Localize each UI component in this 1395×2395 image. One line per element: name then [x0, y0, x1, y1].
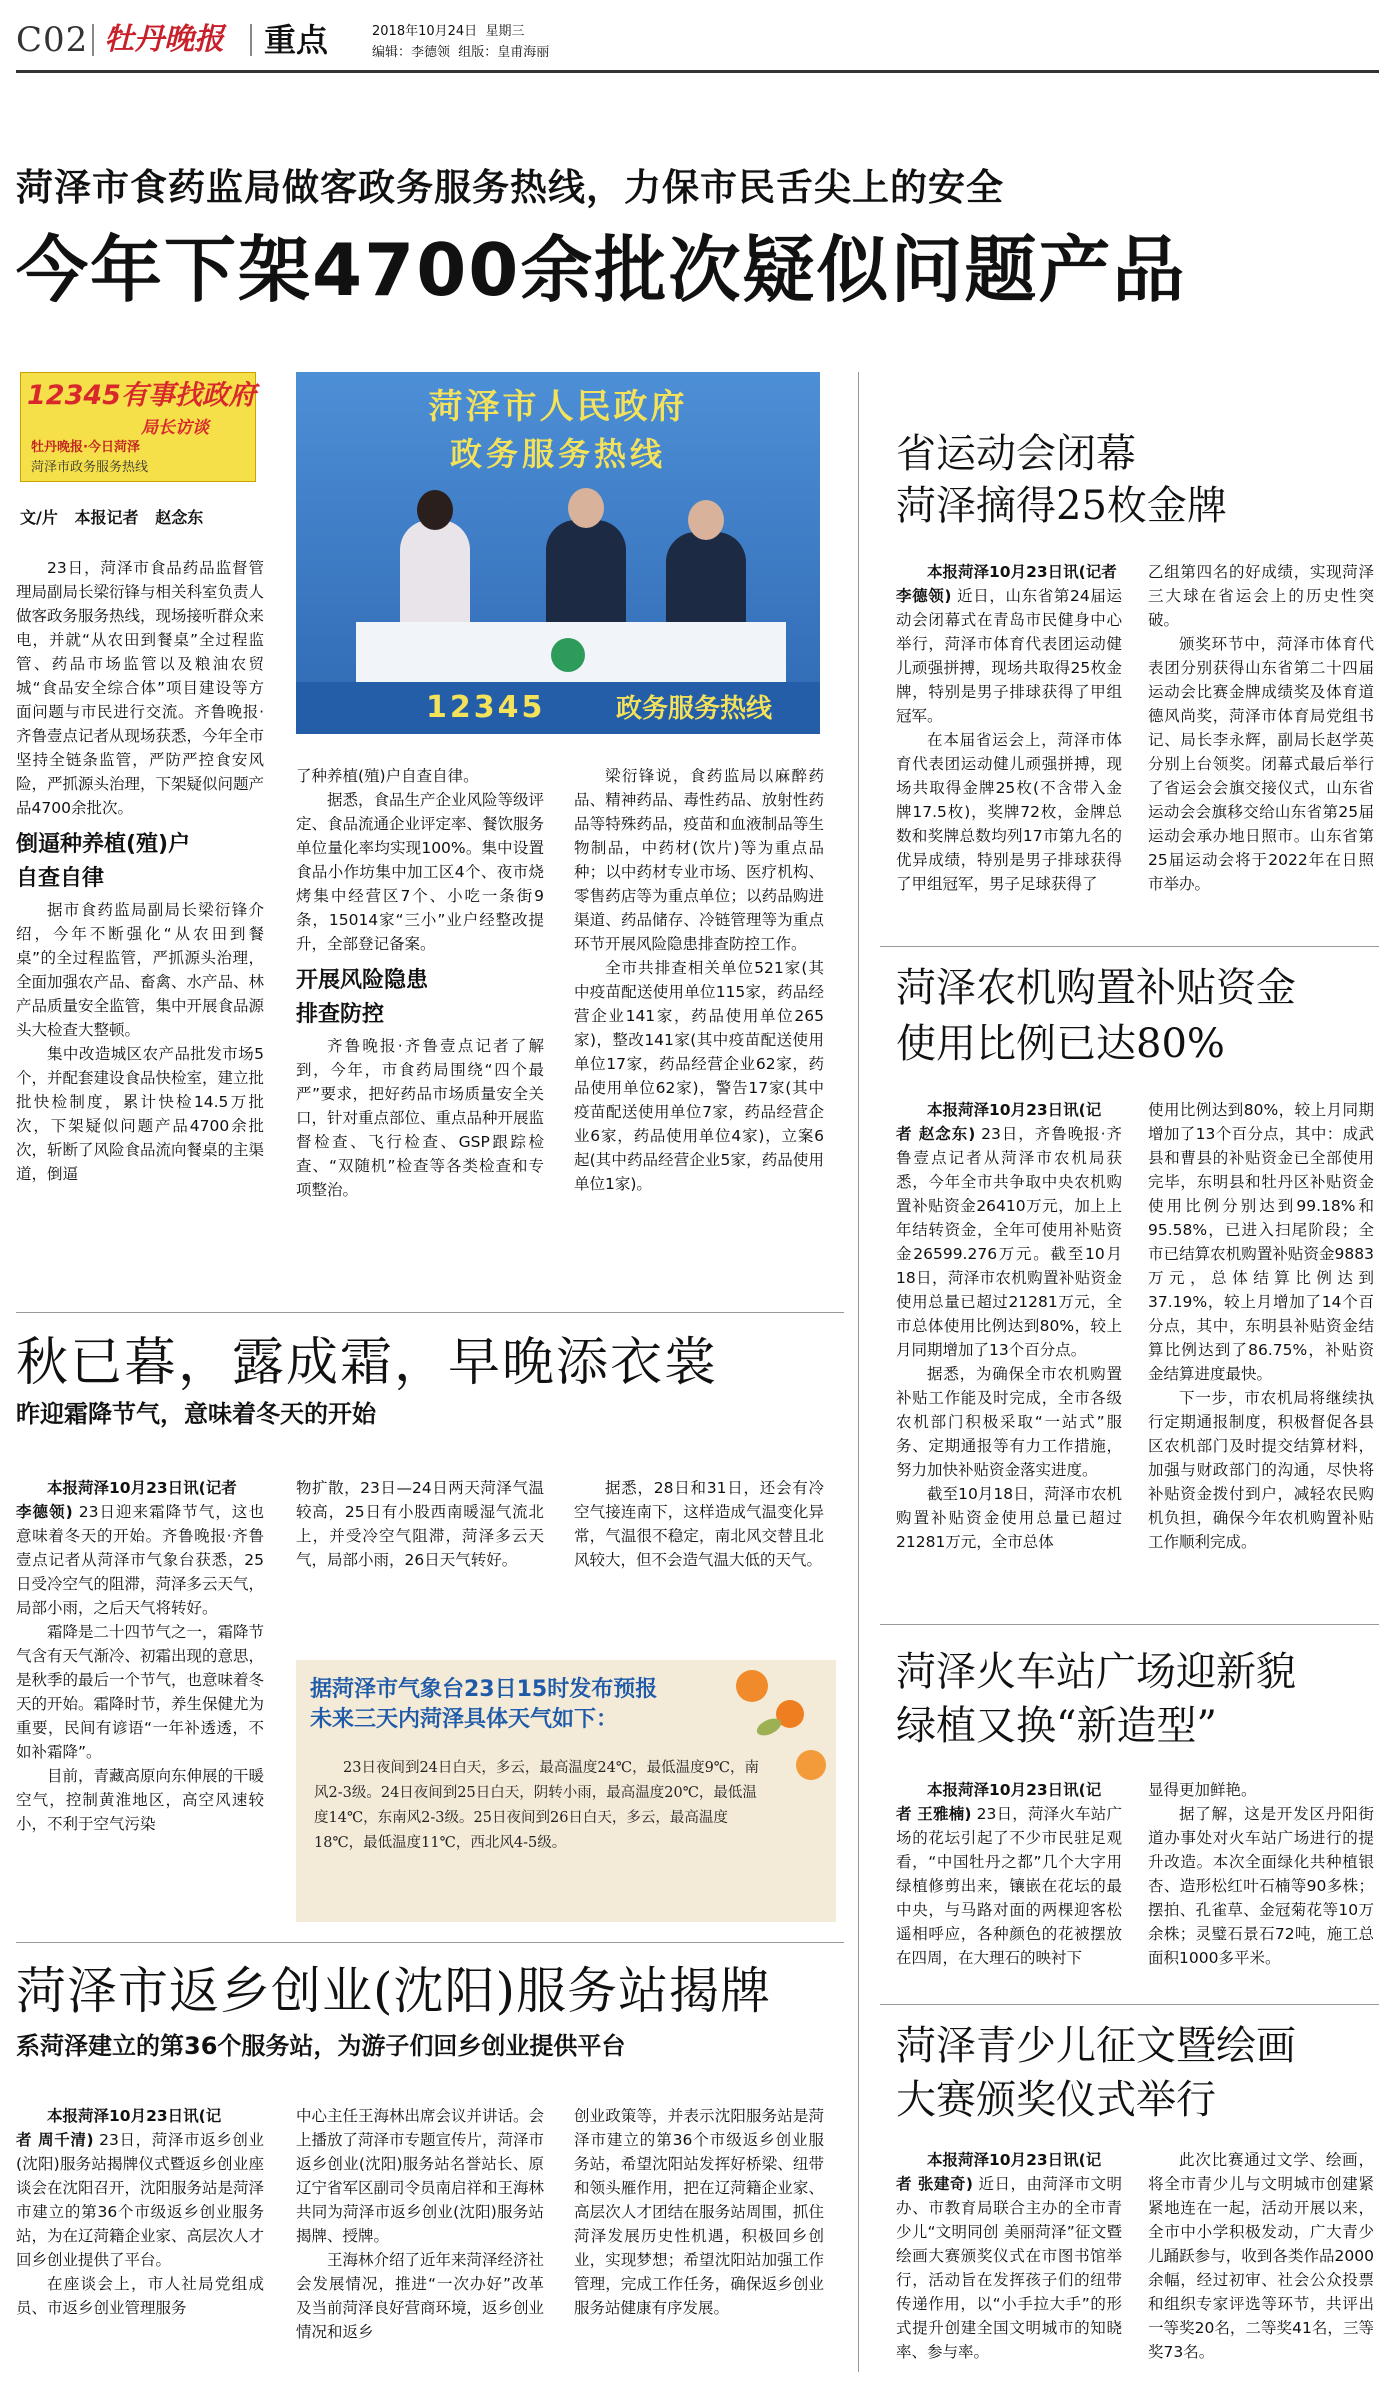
forecast-box [296, 1660, 836, 1922]
lead-subhead-2a: 开展风险隐患 [296, 968, 429, 993]
host-head [417, 490, 453, 530]
agri-col-2 [1148, 1098, 1374, 1554]
weather-col1-p1-wrap [16, 1500, 264, 1620]
lead-subhead-2b: 排查防控 [296, 1002, 385, 1027]
train-col-2 [1148, 1778, 1374, 1970]
youth-col2-p1: 此次比赛通过文学、绘画，将全市青少儿与文明城市创建紧紧地连在一起，活动开展以来，全市中小学积极发动，广大青少儿踊跃参与，收到各类作品2000余幅，经过初审、社会公众投票和组织专家评选等环节，共评出一等奖20名，二等奖41名，三等奖73名。 [1148, 2151, 1374, 2361]
lead-col-3 [574, 764, 824, 1196]
shenyang-byline-b: 者 周千清) [16, 2131, 94, 2149]
masthead-rule [16, 70, 1379, 73]
forecast-text-wrap [314, 1756, 764, 1856]
agri-headline-1: 菏泽农机购置补贴资金 [896, 965, 1296, 1011]
shenyang-byline [16, 2104, 264, 2128]
date: 2018年10月24日 [372, 24, 478, 39]
sports-col1-p1: 近日，山东省第24届运动会闭幕式在青岛市民健身中心举行，菏泽市体育代表团运动健儿顽强拼搏，现场共取得25枚金牌，特别是男子排球获得了甲组冠军。 [896, 587, 1122, 725]
lead-col2-p3: 齐鲁晚报·齐鲁壹点记者了解到，今年，市食药局围绕“四个最严”要求，把好药品市场质量安全关口，针对重点部位、重点品种开展监督检查、飞行检查、GSP跟踪检查、“双随机”检查等各类检查和专项整治。 [296, 1037, 545, 1199]
sports-headline-2: 菏泽摘得25枚金牌 [896, 483, 1227, 529]
leaf-icon [754, 1715, 783, 1739]
weather-col1-p2: 霜降是二十四节气之一，霜降节气含有天气渐冷、初霜出现的意思，是秋季的最后一个节气，也意味着冬天的开始。霜降时节，养生保健尤为重要，民间有谚语“一年补透透，不如补霜降”。 [16, 1623, 265, 1761]
agri-byline-b: 者 赵念东) [896, 1125, 976, 1143]
page-number: C02 [16, 20, 89, 60]
weather-col1-p3: 目前，青藏高原向东伸展的干暖空气，控制黄淮地区，高空风速较小，不利于空气污染 [16, 1767, 265, 1833]
sports-byline-a: 本报菏泽10月23日讯(记者 [927, 563, 1117, 581]
photo-hotline: 12345 [426, 690, 546, 725]
lead-col1-p1: 23日，菏泽市食品药品监督管理局副局长梁衍锋与相关科室负责人做客政务服务热线，现场接听群众来电，并就“从农田到餐桌”全过程监管、药品市场监管以及粮油农贸城“食品安全综合体”项目建设等方面问题与市民进行交流。齐鲁晚报·齐鲁壹点记者从现场获悉，今年全市坚持全链条监管，严防严控食安风险，严抓源头治理，下架疑似问题产品4700余批次。 [16, 559, 265, 817]
agri-col2-p1: 使用比例达到80%，较上月同期增加了13个百分点，其中：成武县和曹县的补贴资金已全部使用完毕，东明县和牡丹区补贴资金使用比例分别达到99.18%和95.58%，已进入扫尾阶段；全市已结算农机购置补贴资金9883万元，总体结算比例达到37.19%，较上月增加了14个百分点，其中，东明县补贴资金结算比例达到了86.75%，补贴资金结算进度最快。 [1148, 1101, 1374, 1383]
youth-headline-1: 菏泽青少儿征文暨绘画 [896, 2023, 1296, 2069]
shenyang-headline: 菏泽市返乡创业(沈阳)服务站揭牌 [16, 1962, 772, 2020]
agri-col1-p2: 据悉，为确保全市农机购置补贴工作能及时完成，全市各级农机部门积极采取“一站式”服务、定期通报等有力工作措施，努力加快补贴资金落实进度。 [896, 1365, 1122, 1479]
paper-logo: 牡丹晚报 [104, 22, 224, 57]
shenyang-col3-p1: 创业政策等，并表示沈阳服务站是菏泽市建立的第36个市级返乡创业服务站，希望沈阳站发挥好桥梁、纽带和领头雁作用，把在辽菏籍企业家、高层次人才团结在服务站周围，抓住菏泽发展历史性机遇，积极回乡创业，实现梦想；希望沈阳站加强工作管理，完成工作任务，确保返乡创业服务站健康有序发展。 [574, 2107, 824, 2317]
train-col2-p2: 据了解，这是开发区丹阳街道办事处对火车站广场进行的提升改造。本次全面绿化共种植银杏、造形松红叶石楠等90多株；摆拍、孔雀草、金冠菊花等10万余株；灵璧石景石72吨，施工总面积1000多平米。 [1148, 1805, 1374, 1967]
lead-col2-p2: 据悉，食品生产企业风险等级评定、食品流通企业评定率、餐饮服务单位量化率均实现100%。集中设置食品小作坊集中加工区4个、夜市烧烤集中经营区7个、小吃一条街9条，15014家“三小”业户经整改提升，全部登记备案。 [296, 791, 545, 953]
editor: 编辑：李德领 [372, 45, 451, 60]
sports-col-1 [896, 560, 1122, 896]
sports-byline-b: 李德领) [896, 587, 952, 605]
official-head-2 [688, 500, 724, 540]
lead-col3-p2: 全市共排查相关单位521家(其中疫苗配送使用单位115家，药品经营企业141家，药品使用单位265家)，整改141家(其中疫苗配送使用单位17家，药品经营企业62家，药品使用单位62家)，警告17家(其中疫苗配送使用单位7家，药品经营企业6家，药品使用单位4家)，立案6起(其中药品经营企业5家，药品使用单位1家)。 [574, 959, 824, 1193]
sports-byline [896, 560, 1122, 584]
masthead-divider [92, 24, 94, 56]
agri-headline-2: 使用比例已达80% [896, 1021, 1225, 1067]
youth-byline-b: 者 张建奇) [896, 2175, 974, 2193]
photo-title-1: 菏泽市人民政府 [428, 387, 688, 427]
shenyang-col2-p1: 中心主任王海林出席会议并讲话。会上播放了菏泽市专题宣传片，菏泽市返乡创业(沈阳)服务站名誉站长、原辽宁省军区副司令员南启祥和王海林共同为菏泽市返乡创业(沈阳)服务站揭牌、授牌。 [296, 2107, 545, 2245]
hotline-badge [20, 372, 256, 482]
persimmon-icon-1 [736, 1670, 768, 1702]
sports-col1-p2: 在本届省运会上，菏泽市体育代表团运动健儿顽强拼搏，现场共取得金牌25枚(不含带入金牌17.5枚)，奖牌72枚，金牌总数和奖牌总数均列17市第九名的优异成绩，特别是男子排球获得了甲组冠军，男子足球获得了 [896, 731, 1122, 893]
lead-photo [296, 372, 820, 734]
badge-title: 12345有事找政府 [27, 380, 256, 411]
weather-col-2 [296, 1476, 544, 1572]
weather-col1-p1: 23日迎来霜降节气，这也意味着冬天的开始。齐鲁晚报·齐鲁壹点记者从菏泽市气象台获悉，25日受冷空气的阻滞，菏泽多云天气，局部小雨，之后天气将转好。 [16, 1503, 265, 1617]
designer: 组版：皇甫海丽 [458, 45, 550, 60]
photo-hotline-sub: 政务服务热线 [616, 694, 773, 724]
shenyang-col1-p2: 在座谈会上，市人社局党组成员、市返乡创业管理服务 [16, 2275, 264, 2317]
train-byline [896, 1778, 1122, 1802]
lead-col1-p2: 据市食药监局副局长梁衍锋介绍，今年不断强化“从农田到餐桌”的全过程监管，严抓源头治理，全面加强农产品、畜禽、水产品、林产品质量安全监管，集中开展食品源头大检查大整顿。 [16, 901, 265, 1039]
sports-bottom-rule [880, 946, 1379, 947]
weather-byline [16, 1476, 264, 1500]
train-col-1 [896, 1778, 1122, 1970]
badge-sub1: 局长访谈 [141, 418, 209, 438]
issue-date [372, 24, 524, 40]
weather-col-1 [16, 1476, 264, 1836]
youth-headline-2: 大赛颁奖仪式举行 [896, 2077, 1216, 2123]
masthead-divider-2 [250, 24, 252, 56]
weather-byline-a: 本报菏泽10月23日讯(记者 [47, 1479, 237, 1497]
lead-col3-p1: 梁衍锋说，食药监局以麻醉药品、精神药品、毒性药品、放射性药品等特殊药品，疫苗和血液制品等生物制品，中药材(饮片)等为重点品种；以中药材专业市场、医疗机构、零售药店等为重点单位；以药品购进渠道、药品储存、冷链管理等为重点环节开展风险隐患排查防控工作。 [574, 767, 824, 953]
badge-sub2: 牡丹晚报·今日菏泽 [31, 440, 140, 455]
train-col1-p1: 23日，菏泽火车站广场的花坛引起了不少市民驻足观看，“中国牡丹之都”几个大字用绿植修剪出来，镶嵌在花坛的最中央，与马路对面的两棵迎客松遥相呼应，各种颜色的花被摆放在四周，在大理石的映衬下 [896, 1805, 1122, 1967]
lead-col-2 [296, 764, 544, 1202]
forecast-text: 23日夜间到24日白天，多云，最高温度24℃，最低温度9℃，南风2-3级。24日夜间到25日白天，阴转小雨，最高温度20℃，最低温度14℃，东南风2-3级。25日夜间到26日白天，多云，最高温度18℃，最低温度11℃，西北风4-5级。 [314, 1760, 760, 1851]
column-divider-vertical [858, 372, 859, 2372]
sports-col1-p1-wrap [896, 584, 1122, 728]
agri-col1-p1: 23日，齐鲁晚报·齐鲁壹点记者从菏泽市农机局获悉，今年全市共争取中央农机购置补贴资金26410万元，加上上年结转资金，全年可使用补贴资金26599.276万元。截至10月18日，菏泽市农机购置补贴资金使用总量已超过21281万元，全市总体使用比例达到80%，较上月同期增加了13个百分点。 [896, 1125, 1122, 1359]
weather-bottom-rule [16, 1942, 844, 1943]
lead-subhead-1b: 自查自律 [16, 866, 105, 891]
shenyang-byline-a: 本报菏泽10月23日讯(记 [47, 2107, 222, 2125]
official-head-1 [568, 488, 604, 528]
shenyang-col-1 [16, 2104, 264, 2320]
lead-col2-p1: 了种养植(殖)户自查自律。 [296, 767, 479, 785]
weather-col-3 [574, 1476, 824, 1572]
weather-col3-p1: 据悉，28日和31日，还会有冷空气接连南下，这样造成气温变化异常，气温很不稳定，南北风交替且北风较大，但不会造气温大低的天气。 [574, 1479, 824, 1569]
train-col2-p1: 显得更加鲜艳。 [1148, 1781, 1257, 1799]
section-label: 重点 [264, 21, 329, 59]
youth-byline-a: 本报菏泽10月23日讯(记 [927, 2151, 1102, 2169]
shenyang-subhead: 系菏泽建立的第36个服务站，为游子们回乡创业提供平台 [16, 2032, 626, 2060]
agri-col2-p2: 下一步，市农机局将继续执行定期通报制度，积极督促各县区农机部门及时提交结算材料，加强与财政部门的沟通，尽快将补贴资金拨付到户，减轻农民购机负担，确保今年农机购置补贴工作顺利完成。 [1148, 1389, 1374, 1551]
lead-byline: 文/片 本报记者 赵念东 [20, 508, 204, 527]
lead-headline: 今年下架4700余批次疑似问题产品 [16, 228, 1187, 312]
weather-col2-p1: 物扩散，23日—24日两天菏泽气温较高，25日有小股西南暖湿气流北上，并受冷空气阻滞，菏泽多云天气，局部小雨，26日天气转好。 [296, 1479, 544, 1569]
lead-subhead-1a: 倒逼种养植(殖)户 [16, 832, 191, 857]
train-bottom-rule [880, 2004, 1379, 2005]
agri-bottom-rule [880, 1624, 1379, 1625]
youth-col-2 [1148, 2148, 1374, 2364]
agri-col1-p1-wrap [896, 1122, 1122, 1362]
agri-col-1 [896, 1098, 1122, 1554]
agri-byline-a: 本报菏泽10月23日讯(记 [927, 1101, 1102, 1119]
shenyang-col1-p1-wrap [16, 2128, 264, 2272]
shenyang-col1-p1: 23日，菏泽市返乡创业(沈阳)服务站揭牌仪式暨返乡创业座谈会在沈阳召开，沈阳服务站是菏泽市建立的第36个市级返乡创业服务站，为在辽菏籍企业家、高层次人才回乡创业提供了平台。 [16, 2131, 265, 2269]
train-byline-a: 本报菏泽10月23日讯(记 [927, 1781, 1102, 1799]
youth-col-1 [896, 2148, 1122, 2364]
editor-credits [372, 45, 549, 61]
sports-col2-p2: 颁奖环节中，菏泽市体育代表团分别获得山东省第二十四届运动会比赛金牌成绩奖及体育道德风尚奖，菏泽市体育局党组书记、局长李永辉，副局长赵学英分别上台领奖。闭幕式最后举行了省运会会旗交接仪式，山东省运动会会旗移交给山东省第25届运动会承办地日照市。山东省第25届运动会将于2022年在日照市举办。 [1148, 635, 1374, 893]
train-headline-1: 菏泽火车站广场迎新貌 [896, 1649, 1296, 1695]
train-col1-p1-wrap [896, 1802, 1122, 1970]
lead-col-1 [16, 556, 264, 1186]
youth-byline [896, 2148, 1122, 2172]
shenyang-col2-p2: 王海林介绍了近年来菏泽经济社会发展情况，推进“一次办好”改革及当前菏泽良好营商环境，返乡创业情况和返乡 [296, 2251, 545, 2341]
weekday: 星期三 [485, 24, 525, 39]
forecast-title-2: 未来三天内菏泽具体天气如下： [310, 1707, 619, 1732]
lead-bottom-rule [16, 1312, 844, 1313]
forecast-title-1: 据菏泽市气象台23日15时发布预报 [310, 1677, 658, 1702]
sports-headline-1: 省运动会闭幕 [896, 431, 1136, 477]
train-headline-2: 绿植又换“新造型” [896, 1703, 1217, 1749]
shenyang-col-2 [296, 2104, 544, 2344]
weather-byline-b: 李德领) [16, 1503, 73, 1521]
lead-col1-p3: 集中改造城区农产品批发市场5个，并配套建设食品快检室，建立批批快检制度，累计快检14.5万批次，下架疑似问题产品4700余批次，斩断了风险食品流向餐桌的主渠道，倒逼 [16, 1045, 265, 1183]
lead-kicker: 菏泽市食药监局做客政务服务热线，力保市民舌尖上的安全 [16, 165, 1004, 209]
sports-col2-p1: 乙组第四名的好成绩，实现菏泽三大球在省运会上的历史性突破。 [1148, 563, 1374, 629]
youth-col1-p1-wrap [896, 2172, 1122, 2364]
desk-logo [551, 638, 585, 672]
shenyang-col-3 [574, 2104, 824, 2320]
sports-col-2 [1148, 560, 1374, 896]
weather-subhead: 昨迎霜降节气，意味着冬天的开始 [16, 1400, 376, 1428]
persimmon-icon-3 [796, 1750, 826, 1780]
agri-col1-p3: 截至10月18日，菏泽市农机购置补贴资金使用总量已超过21281万元，全市总体 [896, 1485, 1122, 1551]
weather-headline: 秋已暮，露成霜，早晚添衣裳 [16, 1333, 719, 1393]
badge-sub3: 菏泽市政务服务热线 [31, 460, 149, 475]
photo-title-2: 政务服务热线 [449, 435, 666, 473]
youth-col1-p1: 近日，由菏泽市文明办、市教育局联合主办的全市青少儿“文明同创 美丽菏泽”征文暨绘画大赛颁奖仪式在市图书馆举行，活动旨在发挥孩子们的纽带传递作用，以“小手拉大手”的形式提升创建全国文明城市的知晓率、参与率。 [896, 2175, 1122, 2361]
train-byline-b: 者 王雅楠) [896, 1805, 972, 1823]
agri-byline [896, 1098, 1122, 1122]
